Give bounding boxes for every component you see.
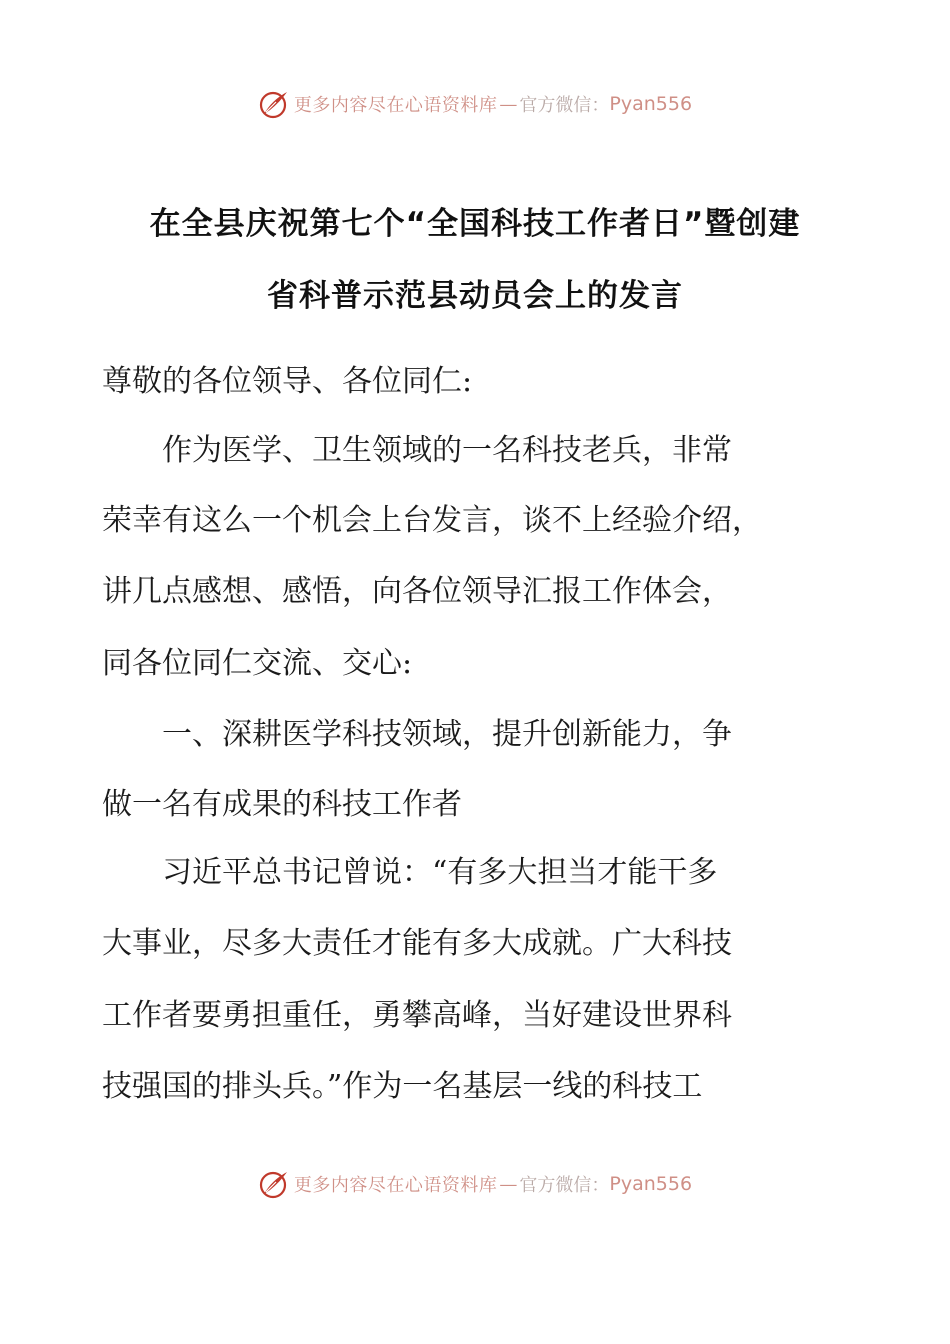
document-title-line-1: 在全县庆祝第七个“全国科技工作者日”暨创建 <box>149 206 801 242</box>
body-line: 技强国的排头兵。”作为一名基层一线的科技工 <box>102 1069 703 1104</box>
section-heading-line: 一、深耕医学科技领域，提升创新能力，争 <box>102 717 732 752</box>
watermark-wechat-id: Pyan556 <box>609 93 693 115</box>
body-line: 讲几点感想、感悟，向各位领导汇报工作体会， <box>102 574 732 609</box>
watermark-wechat-label: 官方微信： <box>519 1175 610 1196</box>
watermark-wechat-label: 官方微信： <box>519 95 610 116</box>
body-line: 同各位同仁交流、交心: <box>102 646 413 681</box>
quill-logo-icon <box>258 1168 290 1200</box>
body-line: 工作者要勇担重任，勇攀高峰，当好建设世界科 <box>102 998 732 1033</box>
body-line: 作为医学、卫生领域的一名科技老兵，非常 <box>102 433 732 468</box>
body-line: 荣幸有这么一个机会上台发言，谈不上经验介绍， <box>102 503 762 538</box>
watermark-banner-top <box>0 84 950 124</box>
watermark-dash: — <box>499 93 518 115</box>
watermark-text: 更多内容尽在心语资料库 <box>293 1175 498 1196</box>
body-line: 大事业，尽多大责任才能有多大成就。广大科技 <box>102 926 732 961</box>
body-line: 习近平总书记曾说：“有多大担当才能干多 <box>102 855 718 890</box>
watermark-banner-bottom <box>0 1164 950 1204</box>
watermark-dash: — <box>499 1173 518 1195</box>
salutation: 尊敬的各位领导、各位同仁: <box>102 364 473 399</box>
watermark-wechat-id: Pyan556 <box>609 1173 693 1195</box>
document-title-line-2: 省科普示范县动员会上的发言 <box>267 278 683 314</box>
quill-logo-icon <box>258 88 290 120</box>
watermark-text: 更多内容尽在心语资料库 <box>293 95 498 116</box>
section-heading-line: 做一名有成果的科技工作者 <box>102 787 462 822</box>
